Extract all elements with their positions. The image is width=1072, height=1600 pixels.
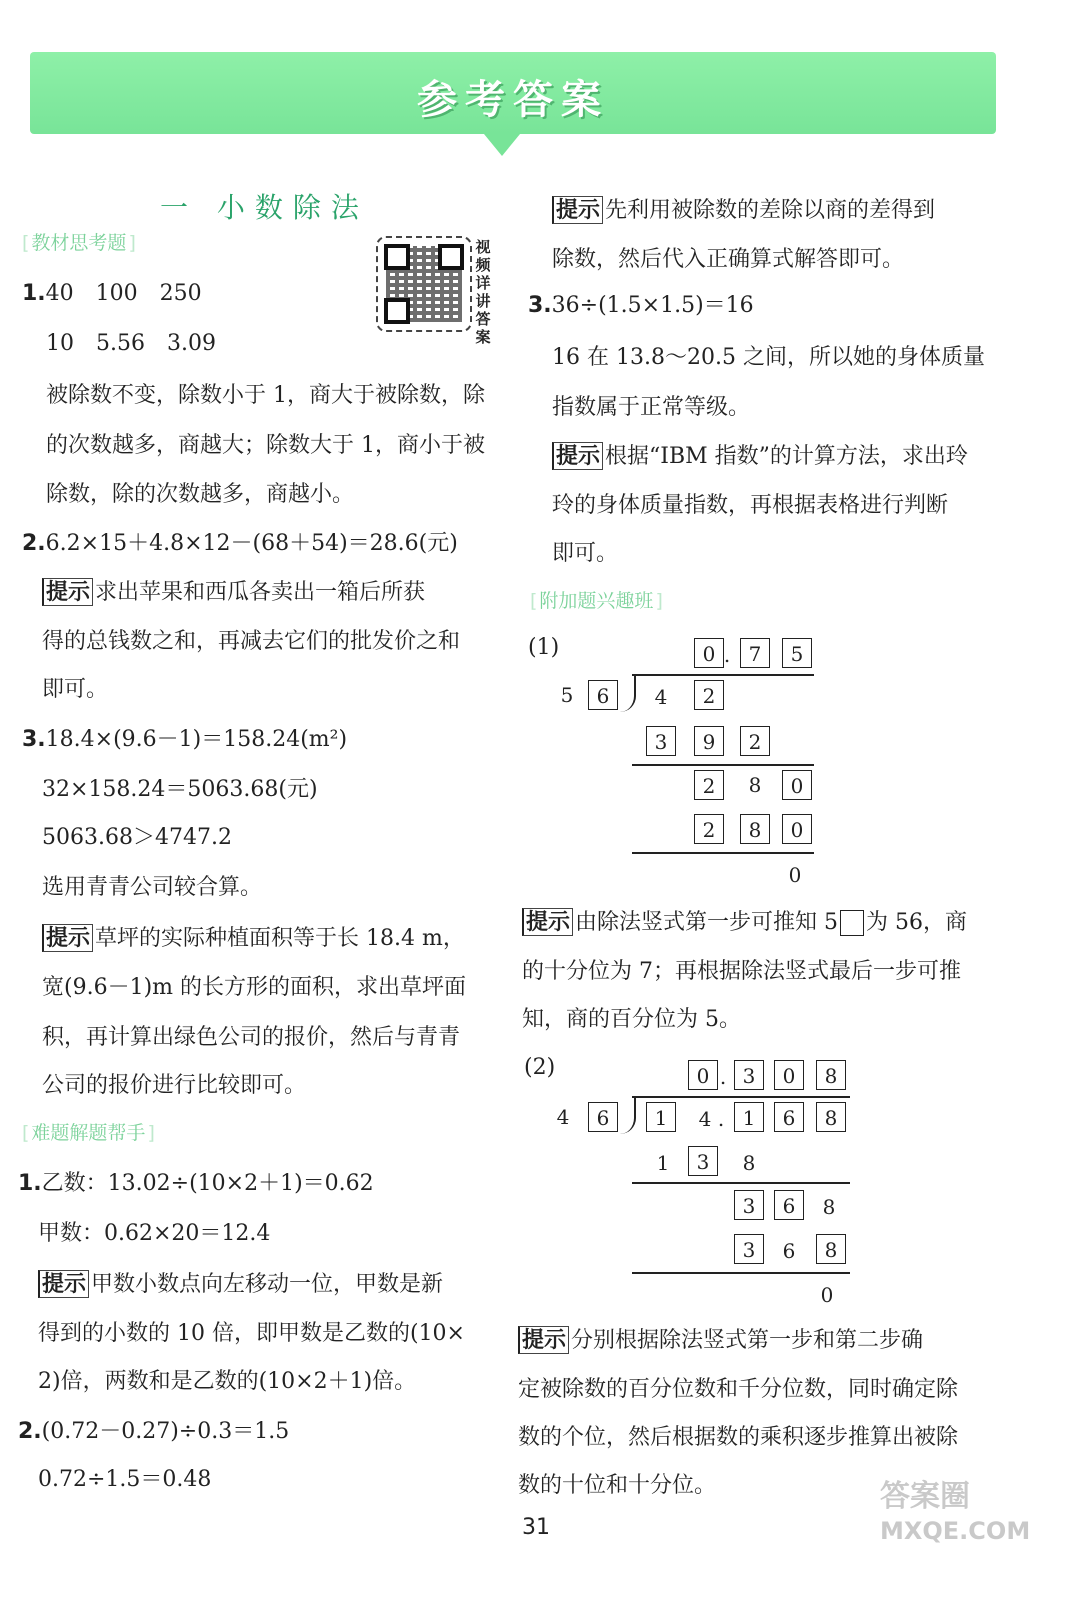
difficult-2: 2.(0.72－0.27)÷0.3＝1.5: [18, 1419, 290, 1444]
p2-hint2: 定被除数的百分位数和千分位数，同时确定除: [518, 1377, 959, 1402]
q1-text1: 被除数不变，除数小于 1，商大于被除数，除: [46, 383, 485, 408]
q1-text3: 除数，除的次数越多，商越小。: [46, 482, 355, 507]
d2-step3-2: 8: [816, 1234, 846, 1264]
d1-step1-1: 9: [694, 726, 724, 756]
d2-quotient-2: 0: [774, 1060, 804, 1090]
d2-quotient-0: 0: [688, 1060, 718, 1090]
q2-hint3: 即可。: [42, 677, 109, 702]
section-difficult: [ 难题解题帮手 ]: [22, 1118, 155, 1145]
q1-line2: 10 5.56 3.09: [46, 331, 216, 356]
d1-line1: [632, 764, 814, 766]
d1-remainder: 0: [788, 863, 802, 887]
p1-hint1: 提示 由除法竖式第一步可推知 5 为 56，商: [522, 908, 967, 937]
d1-step3-0: 2: [694, 814, 724, 844]
question-1: 1.40 100 250: [22, 281, 202, 306]
d2-line2: [632, 1272, 850, 1274]
d1-hint2: 得到的小数的 10 倍，即甲数是乙数的(10×: [38, 1321, 465, 1346]
d1-quotient-0: 0: [694, 638, 724, 668]
banner-pointer: [484, 134, 520, 156]
d2-step1-0: 1: [656, 1151, 670, 1175]
right-question-3: 3.36÷(1.5×1.5)＝16: [528, 293, 754, 318]
d2-step3-1: 6: [782, 1239, 796, 1263]
right-hint1: 提示 先利用被除数的差除以商的差得到: [552, 196, 935, 225]
d2-dividend-3: 1: [734, 1102, 764, 1132]
d2-step3-0: 3: [734, 1234, 764, 1264]
q3-line3: 5063.68＞4747.2: [42, 825, 232, 850]
rq3-hint2: 玲的身体质量指数，再根据表格进行判断: [552, 493, 949, 518]
p1-hint3: 知，商的百分位为 5。: [522, 1007, 741, 1032]
q3-hint3: 积，再计算出绿色公司的报价，然后与青青: [42, 1025, 461, 1050]
d1-dividend-1: 2: [694, 680, 724, 710]
p2-hint3: 数的个位，然后根据数的乘积逐步推算出被除: [518, 1425, 959, 1450]
q3-hint4: 公司的报价进行比较即可。: [42, 1073, 307, 1098]
d2-divisor-1: 6: [588, 1102, 618, 1132]
d2-step2-2: 8: [822, 1195, 836, 1219]
d1-step1-2: 2: [740, 726, 770, 756]
d1-step1-0: 3: [646, 726, 676, 756]
question-2: 2.6.2×15＋4.8×12－(68＋54)＝28.6(元): [22, 531, 458, 556]
d2-line2: 0.72÷1.5＝0.48: [38, 1467, 212, 1492]
q2-hint1: 提示 求出苹果和西瓜各卖出一箱后所获: [42, 578, 425, 607]
d2-dividend-4: 6: [774, 1102, 804, 1132]
d2-dividend-5: 8: [816, 1102, 846, 1132]
q3-line4: 选用青青公司较合算。: [42, 875, 263, 900]
section-extra: [ 附加题兴趣班 ]: [530, 586, 663, 613]
d2-step1-1: 3: [688, 1146, 718, 1176]
q1-text2: 的次数越多，商越大；除数大于 1，商小于被: [46, 433, 485, 458]
qr-label: 视频详讲答案: [475, 238, 491, 346]
q3-hint1: 提示 草坪的实际种植面积等于长 18.4 m，: [42, 924, 465, 953]
d2-division-bar: [632, 1096, 850, 1098]
d1-line2: 甲数：0.62×20＝12.4: [38, 1221, 271, 1246]
d1-quotient-1: 7: [740, 638, 770, 668]
rq3-hint1: 提示 根据“IBM 指数”的计算方法，求出玲: [552, 442, 968, 471]
d1-divisor-1: 6: [588, 680, 618, 710]
section-textbook: [ 教材思考题 ]: [22, 228, 136, 255]
qr-code-icon[interactable]: [376, 236, 472, 332]
d1-step3-1: 8: [740, 814, 770, 844]
d2-dividend-0: 1: [646, 1102, 676, 1132]
d2-remainder: 0: [820, 1283, 834, 1307]
d2-quotient-1: 3: [734, 1060, 764, 1090]
d2-step2-0: 3: [734, 1190, 764, 1220]
rq3-line2: 16 在 13.8～20.5 之间，所以她的身体质量: [552, 345, 985, 370]
d1-step2-0: 2: [694, 770, 724, 800]
d1-step2-2: 0: [782, 770, 812, 800]
page-number: 31: [522, 1515, 550, 1540]
d2-dividend-dot: .: [717, 1107, 725, 1131]
d1-division-bar: [632, 674, 814, 676]
division-2-label: (2): [524, 1055, 556, 1080]
page-title: 参考答案: [417, 77, 609, 123]
title-banner: [30, 52, 996, 134]
chapter-title: 一 小数除法: [160, 191, 369, 224]
d1-step3-2: 0: [782, 814, 812, 844]
blank-box-icon: [840, 910, 864, 936]
d1-dividend-0: 4: [654, 685, 668, 709]
d2-line1: [632, 1182, 850, 1184]
division-1-label: (1): [528, 635, 560, 660]
difficult-1: 1.乙数：13.02÷(10×2＋1)＝0.62: [18, 1171, 374, 1196]
d1-hint1: 提示 甲数小数点向左移动一位，甲数是新: [38, 1270, 443, 1299]
d1-step2-1: 8: [748, 773, 762, 797]
d1-divisor-0: 5: [560, 683, 574, 707]
d2-divisor-0: 4: [556, 1105, 570, 1129]
p2-hint1: 提示 分别根据除法竖式第一步和第二步确: [518, 1326, 923, 1355]
p1-hint2: 的十分位为 7；再根据除法竖式最后一步可推: [522, 959, 961, 984]
rq3-hint3: 即可。: [552, 541, 619, 566]
d1-hint3: 2)倍，两数和是乙数的(10×2＋1)倍。: [38, 1369, 417, 1394]
d2-step1-2: 8: [742, 1151, 756, 1175]
d1-quotient-dot: .: [723, 643, 731, 667]
d2-quotient-3: 8: [816, 1060, 846, 1090]
q3-hint2: 宽(9.6－1)m 的长方形的面积，求出草坪面: [42, 975, 467, 1000]
d2-quotient-dot: .: [719, 1065, 727, 1089]
q2-hint2: 得的总钱数之和，再减去它们的批发价之和: [42, 629, 461, 654]
d2-step2-1: 6: [774, 1190, 804, 1220]
p2-hint4: 数的十位和十分位。: [518, 1473, 717, 1498]
d1-line2: [632, 852, 814, 854]
d1-bracket: [620, 676, 636, 712]
rq3-line3: 指数属于正常等级。: [552, 395, 751, 420]
d2-bracket: [620, 1098, 636, 1134]
watermark-logo: 答案圈 MXQE.COM: [880, 1479, 1031, 1545]
d2-dividend-1: 4: [698, 1107, 712, 1131]
q3-line2: 32×158.24＝5063.68(元): [42, 777, 318, 802]
question-3: 3.18.4×(9.6－1)＝158.24(m²): [22, 727, 348, 752]
right-hint2: 除数，然后代入正确算式解答即可。: [552, 247, 905, 272]
d1-quotient-2: 5: [782, 638, 812, 668]
